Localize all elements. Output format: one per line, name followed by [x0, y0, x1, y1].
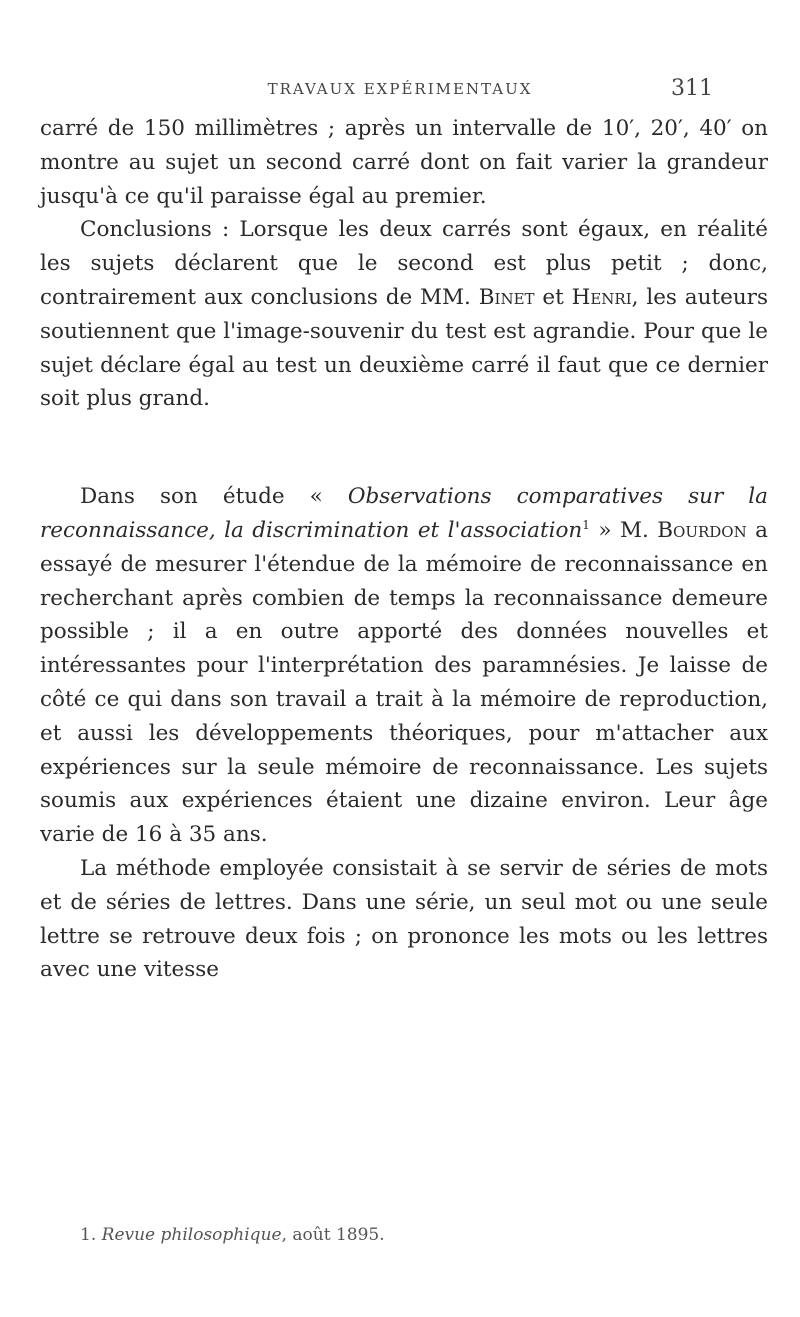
page-number: 311	[671, 76, 713, 101]
paragraph-3-text-b: » M.	[589, 517, 658, 543]
paragraph-1	[40, 112, 768, 213]
footnote-date: , août 1895.	[281, 1225, 385, 1245]
paragraph-3	[40, 480, 768, 852]
paragraph-2	[40, 213, 768, 416]
author-name-henri: Henri	[571, 284, 632, 310]
paragraph-2-text-a: Conclusions : Lorsque les deux carrés sont égaux, en réalité les sujets déclarent que le second est plus petit ; donc, contrairement aux conclusions de MM.	[40, 217, 768, 310]
footnote-journal: Revue philosophique	[101, 1225, 282, 1245]
paragraph-3-text-a: Dans son étude «	[80, 484, 348, 510]
author-name-bourdon: Bourdon	[657, 517, 747, 543]
author-name-binet: Binet	[478, 284, 535, 310]
paragraph-1-text: carré de 150 millimètres ; après un intervalle de 10′, 20′, 40′ on montre au sujet un second carré dont on fait varier la grandeur jusqu'à ce qu'il paraisse égal au premier.	[40, 116, 768, 209]
running-title: TRAVAUX EXPÉRIMENTAUX	[267, 80, 533, 98]
footnote-number: 1.	[80, 1225, 97, 1245]
paragraph-2-text-c: , les auteurs soutiennent que l'image-souvenir du test est agrandie. Pour que le sujet déclare égal au test un deuxième carré il faut que ce dernier soit plus grand.	[40, 284, 768, 412]
paragraph-2-text-b: et	[534, 284, 572, 310]
paragraph-4	[40, 852, 768, 987]
page-header	[0, 76, 800, 106]
footnote-reference: 1	[582, 517, 590, 532]
footnote	[80, 1223, 760, 1247]
paragraph-3-text-c: a essayé de mesurer l'étendue de la mémoire de reconnaissance en recherchant après combien de temps la reconnaissance demeure possible ; il a en outre apporté des données nouvelles et intéressantes pour l'interprétation des paramnésies. Je laisse de côté ce qui dans son travail a trait à la mémoire de reproduction, et aussi les développements théoriques, pour m'attacher aux expériences sur la seule mémoire de reconnaissance. Les sujets soumis aux expériences étaient une dizaine environ. Leur âge varie de 16 à 35 ans.	[40, 517, 768, 848]
body-text	[40, 112, 768, 987]
paragraph-4-text: La méthode employée consistait à se servir de séries de mots et de séries de lettres. Dans une série, un seul mot ou une seule lettre se retrouve deux fois ; on prononce les mots ou les lettres avec une vitesse	[40, 855, 768, 983]
cited-work-title: Observations comparatives sur la reconnaissance, la discrimination et l'association	[40, 484, 769, 543]
